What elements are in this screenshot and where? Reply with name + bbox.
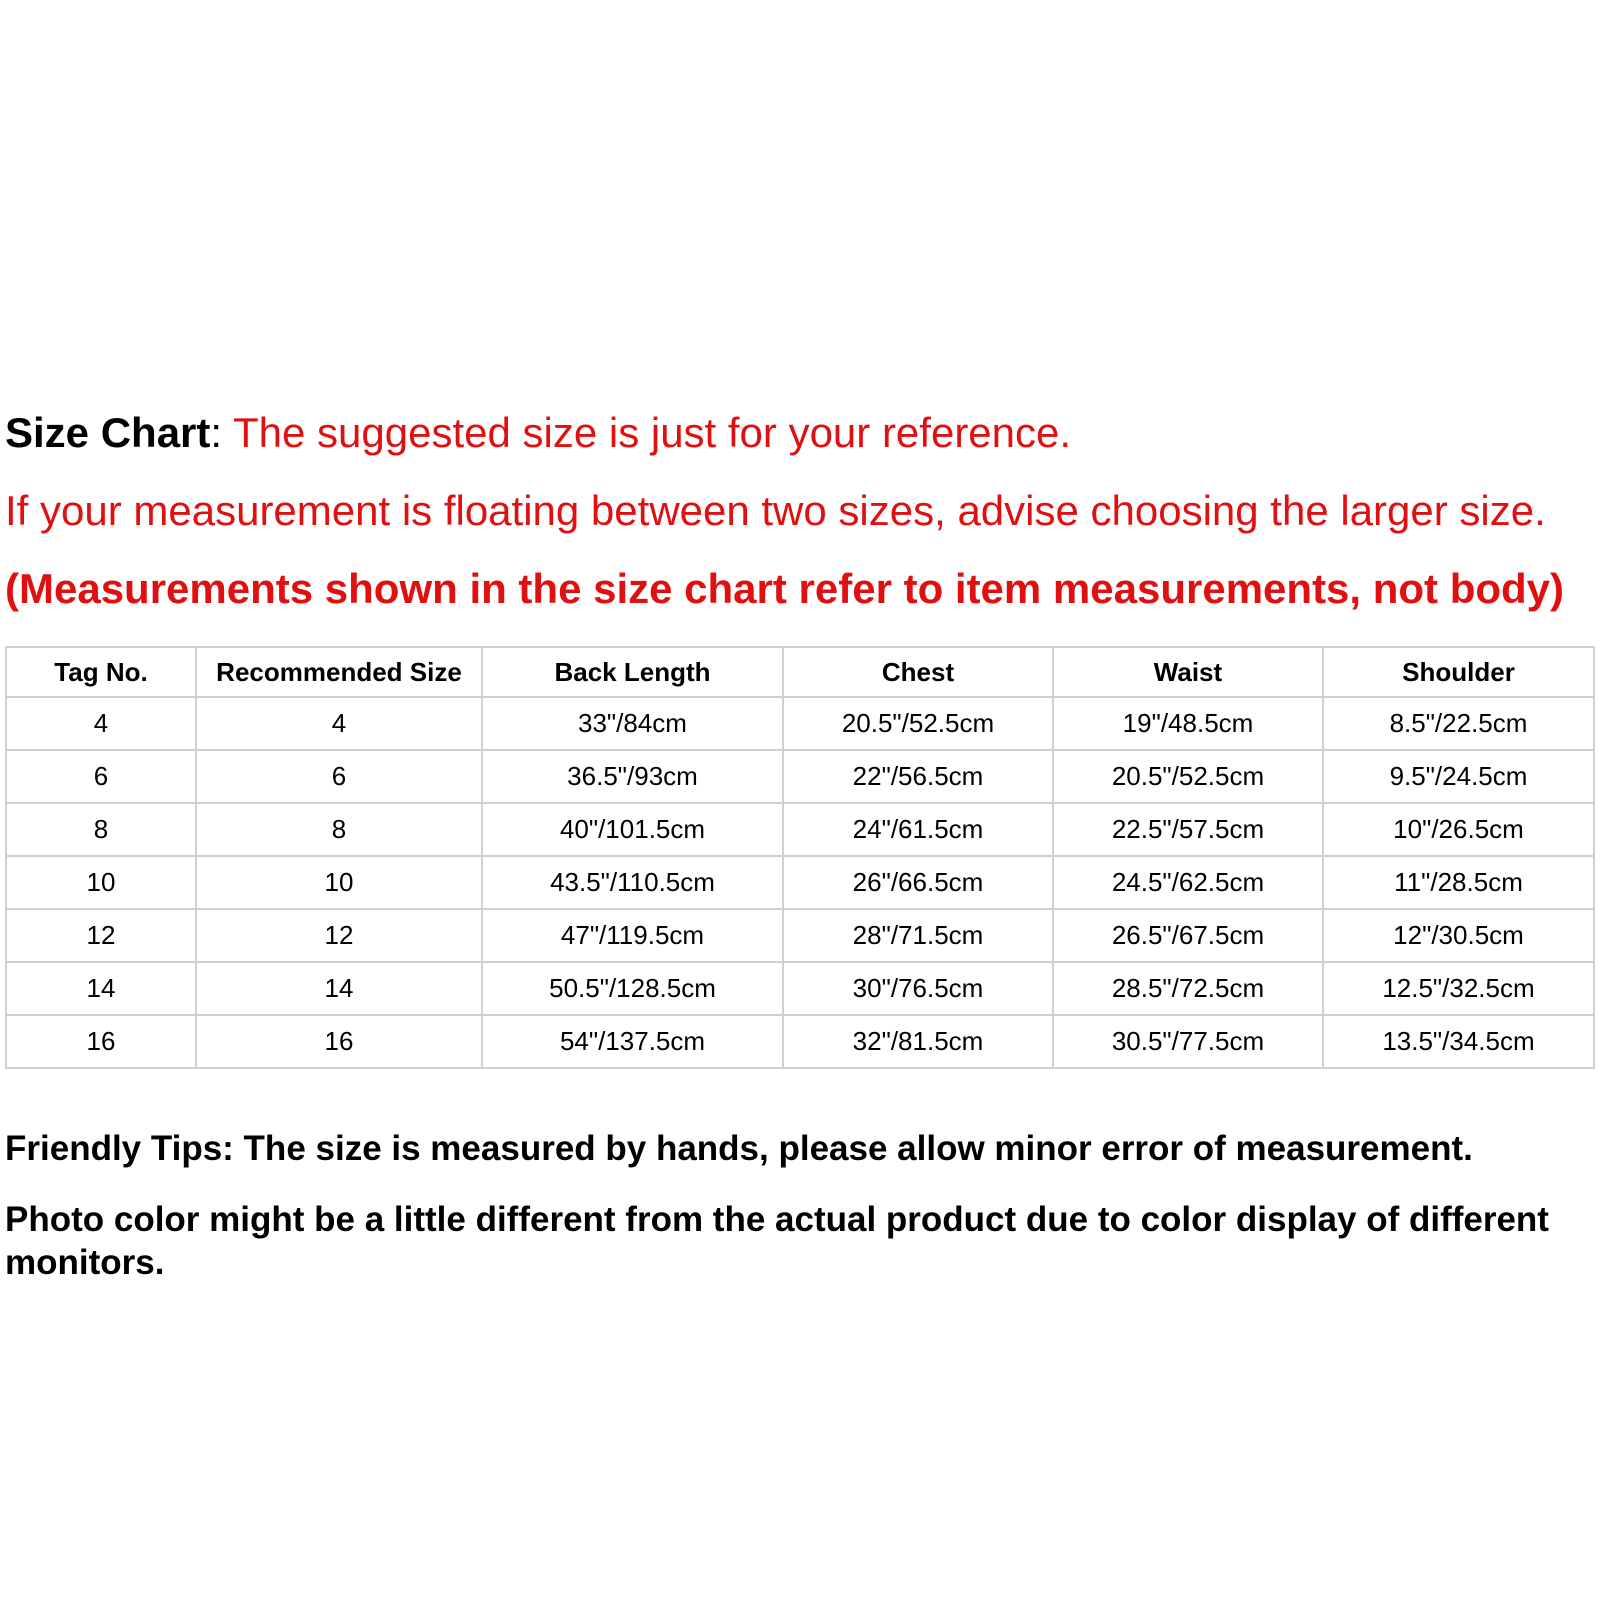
table-row	[6, 803, 1594, 856]
cell-tag-no: 8	[6, 803, 196, 856]
cell-waist: 20.5"/52.5cm	[1053, 750, 1323, 803]
cell-waist: 26.5"/67.5cm	[1053, 909, 1323, 962]
header-shoulder: Shoulder	[1323, 647, 1594, 697]
cell-shoulder: 13.5"/34.5cm	[1323, 1015, 1594, 1068]
size-table	[5, 646, 1595, 1069]
photo-color-note: Photo color might be a little different from the actual product due to color display of different monitors.	[5, 1200, 1549, 1282]
cell-waist: 19"/48.5cm	[1053, 697, 1323, 750]
cell-chest: 30"/76.5cm	[783, 962, 1053, 1015]
cell-shoulder: 9.5"/24.5cm	[1323, 750, 1594, 803]
table-row	[6, 962, 1594, 1015]
heading-colon: :	[210, 409, 223, 456]
cell-chest: 26"/66.5cm	[783, 856, 1053, 909]
cell-tag-no: 14	[6, 962, 196, 1015]
friendly-tips: Friendly Tips: The size is measured by hands, please allow minor error of measurement.	[5, 1129, 1473, 1168]
cell-tag-no: 4	[6, 697, 196, 750]
sizing-advice: If your measurement is floating between two sizes, advise choosing the larger size.	[5, 487, 1546, 534]
cell-recommended-size: 16	[196, 1015, 482, 1068]
cell-shoulder: 10"/26.5cm	[1323, 803, 1594, 856]
table-row	[6, 1015, 1594, 1068]
cell-chest: 22"/56.5cm	[783, 750, 1053, 803]
cell-back-length: 36.5"/93cm	[482, 750, 783, 803]
cell-recommended-size: 10	[196, 856, 482, 909]
cell-tag-no: 12	[6, 909, 196, 962]
cell-waist: 30.5"/77.5cm	[1053, 1015, 1323, 1068]
cell-recommended-size: 8	[196, 803, 482, 856]
size-chart-label: Size Chart	[5, 409, 211, 456]
reference-note: The suggested size is just for your reference.	[222, 409, 1072, 456]
cell-back-length: 40"/101.5cm	[482, 803, 783, 856]
cell-back-length: 33"/84cm	[482, 697, 783, 750]
header-recommended-size: Recommended Size	[196, 647, 482, 697]
cell-waist: 24.5"/62.5cm	[1053, 856, 1323, 909]
measurement-disclaimer: (Measurements shown in the size chart refer to item measurements, not body)	[5, 565, 1565, 612]
header-chest: Chest	[783, 647, 1053, 697]
header-waist: Waist	[1053, 647, 1323, 697]
cell-back-length: 50.5"/128.5cm	[482, 962, 783, 1015]
cell-recommended-size: 4	[196, 697, 482, 750]
table-row	[6, 856, 1594, 909]
cell-recommended-size: 14	[196, 962, 482, 1015]
cell-recommended-size: 6	[196, 750, 482, 803]
cell-tag-no: 10	[6, 856, 196, 909]
cell-chest: 28"/71.5cm	[783, 909, 1053, 962]
table-row	[6, 750, 1594, 803]
table-row	[6, 697, 1594, 750]
cell-shoulder: 11"/28.5cm	[1323, 856, 1594, 909]
cell-tag-no: 6	[6, 750, 196, 803]
cell-chest: 32"/81.5cm	[783, 1015, 1053, 1068]
header-back-length: Back Length	[482, 647, 783, 697]
header-tag-no: Tag No.	[6, 647, 196, 697]
cell-chest: 24"/61.5cm	[783, 803, 1053, 856]
cell-shoulder: 12"/30.5cm	[1323, 909, 1594, 962]
cell-shoulder: 8.5"/22.5cm	[1323, 697, 1594, 750]
cell-chest: 20.5"/52.5cm	[783, 697, 1053, 750]
size-chart-heading	[5, 409, 1072, 456]
cell-tag-no: 16	[6, 1015, 196, 1068]
cell-back-length: 43.5"/110.5cm	[482, 856, 783, 909]
cell-back-length: 47"/119.5cm	[482, 909, 783, 962]
cell-waist: 22.5"/57.5cm	[1053, 803, 1323, 856]
cell-shoulder: 12.5"/32.5cm	[1323, 962, 1594, 1015]
cell-recommended-size: 12	[196, 909, 482, 962]
table-row	[6, 909, 1594, 962]
table-header-row	[6, 647, 1594, 697]
cell-waist: 28.5"/72.5cm	[1053, 962, 1323, 1015]
cell-back-length: 54"/137.5cm	[482, 1015, 783, 1068]
